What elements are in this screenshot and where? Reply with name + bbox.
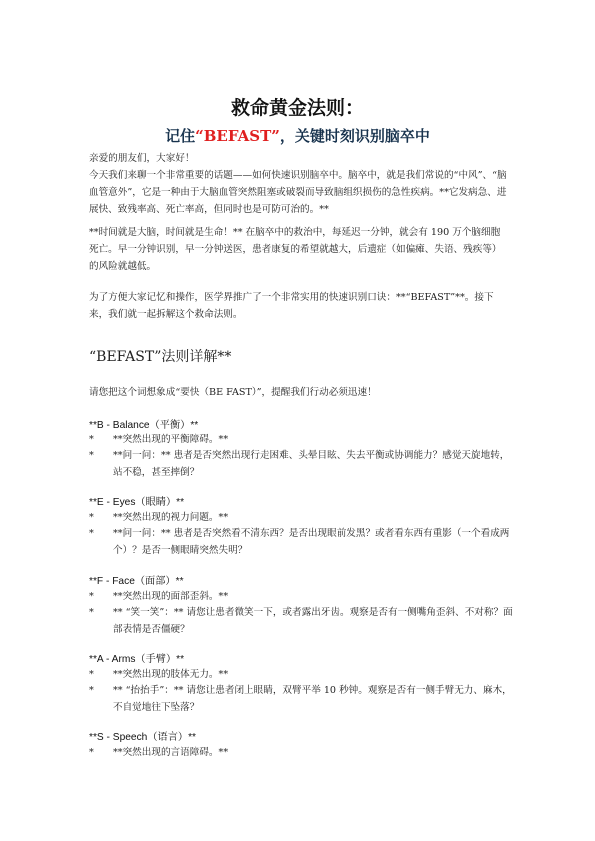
list-item-text: **突然出现的面部歪斜。** (113, 591, 229, 602)
section-heading: “BEFAST”法则详解** (89, 349, 232, 365)
list-item-text: ** “笑一笑”：** 请您让患者微笑一下，或者露出牙齿。观察是否有一侧嘴角歪斜、不对称？面部表情是否僵硬？ (113, 607, 513, 635)
bullet-mark: * (89, 685, 94, 696)
bullet-mark: * (89, 607, 94, 618)
document-title: 救命黄金法则： (230, 97, 364, 119)
intro-paragraph-3: 为了方便大家记忆和操作，医学界推广了一个非常实用的快速识别口诀：**“BEFAST”**。接下来，我们就一起拆解这个救命法则。 (89, 292, 494, 320)
section-title-eyes: **E - Eyes（眼睛）** (89, 497, 185, 508)
list-item (89, 682, 513, 716)
list-item-text: **问一问：** 患者是否突然看不清东西？是否出现眼前发黑？或者看东西有重影（一个看成两个）？是否一侧眼睛突然失明？ (113, 528, 510, 556)
list-item (89, 509, 513, 526)
subtitle-suffix: ，关键时刻识别脑卒中 (279, 127, 430, 145)
list-item (89, 666, 513, 683)
section-title-arms: **A - Arms（手臂）** (89, 654, 185, 665)
list-item (89, 431, 513, 448)
list-item-text: ** “抬抬手”：** 请您让患者闭上眼睛，双臂平举 10 秒钟。观察是否有一侧手臂无力、麻木，不自觉地往下坠落？ (113, 685, 512, 713)
list-item (89, 604, 513, 638)
lead-text: 请您把这个词想象成“要快（BE FAST）”，提醒我们行动必须迅速！ (89, 387, 377, 398)
bullet-mark: * (89, 528, 94, 539)
list-item-text: **突然出现的视力问题。** (113, 512, 229, 523)
bullet-mark: * (89, 512, 94, 523)
intro-paragraph-1: 今天我们来聊一个非常重要的话题——如何快速识别脑卒中。脑卒中，就是我们常说的“中风”、“脑血管意外”，它是一种由于大脑血管突然阻塞或破裂而导致脑组织损伤的急性疾病。**它发病急、进展快、致残率高、死亡率高，但同时也是可防可治的。** (89, 170, 507, 215)
bullet-mark: * (89, 450, 94, 461)
section-title-face: **F - Face（面部）** (89, 576, 184, 587)
list-item-text: **突然出现的肢体无力。** (113, 669, 229, 680)
list-item (89, 588, 513, 605)
section-title-balance: **B - Balance（平衡）** (89, 420, 199, 431)
subtitle-accent: “BEFAST” (195, 127, 280, 145)
subtitle-prefix: 记住 (165, 127, 196, 145)
list-item-text: **突然出现的平衡障碍。** (113, 434, 229, 445)
bullet-mark: * (89, 434, 94, 445)
bullet-mark: * (89, 591, 94, 602)
list-item (89, 744, 513, 761)
greeting: 亲爱的朋友们，大家好！ (89, 153, 195, 164)
list-item-text: **突然出现的言语障碍。** (113, 747, 229, 758)
bullet-mark: * (89, 669, 94, 680)
intro-paragraph-2: **时间就是大脑，时间就是生命！** 在脑卒中的救治中，每延迟一分钟，就会有 190 万个脑细胞死亡。早一分钟识别，早一分钟送医，患者康复的希望就越大，后遗症（如偏瘫、失语、残疾等）的风险就越低。 (89, 227, 502, 272)
document-subtitle (0, 125, 595, 146)
bullet-mark: * (89, 747, 94, 758)
list-item (89, 447, 513, 481)
list-item (89, 525, 513, 559)
list-item-text: **问一问：** 患者是否突然出现行走困难、头晕目眩、失去平衡或协调能力？感觉天旋地转，站不稳，甚至摔倒？ (113, 450, 510, 478)
section-title-speech: **S - Speech（语言）** (89, 732, 197, 743)
